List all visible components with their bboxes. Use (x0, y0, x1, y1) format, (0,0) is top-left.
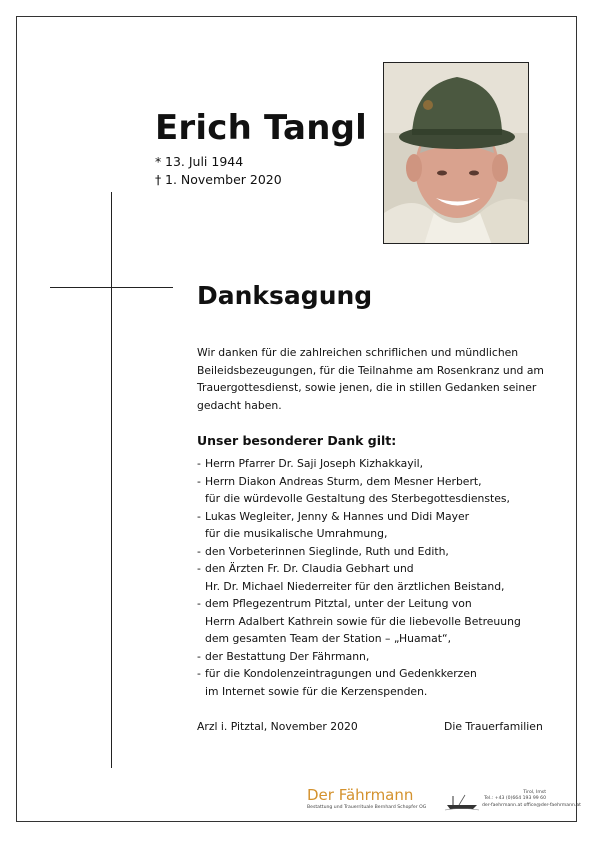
list-item: - den Ärzten Fr. Dr. Claudia Gebhart und Hr. Dr. Michael Niederreiter für den ärztlichen Beistand, (197, 560, 557, 595)
list-item-line: Lukas Wegleiter, Jenny & Hannes und Didi Mayer (205, 509, 470, 523)
portrait-photo (383, 62, 529, 244)
list-item-line: für die würdevolle Gestaltung des Sterbegottesdienstes, (205, 492, 510, 505)
life-dates (155, 153, 282, 189)
brand-tagline: Bestattung und Trauerrituale Bernhard Schopfer OG (307, 805, 427, 810)
thanks-heading: Danksagung (197, 281, 373, 310)
cross-horizontal-bar (50, 287, 173, 288)
list-item-line: dem gesamten Team der Station – „Huamat“, (205, 632, 452, 645)
intro-line: Beileidsbezeugungen, für die Teilnahme am Rosenkranz und am (197, 363, 544, 377)
funeral-home-logo (307, 786, 445, 810)
thanks-list (197, 455, 557, 700)
brand-name: Der Fährmann (307, 786, 414, 804)
contact-line: Tel.: +43 (0)664 193 99 60 (484, 796, 546, 802)
list-item-line: Herrn Adalbert Kathrein sowie für die liebevolle Betreuung (205, 614, 521, 628)
contact-line: Tirol, Imst (523, 790, 546, 795)
intro-line: gedacht haben. (197, 398, 282, 412)
place-and-date: Arzl i. Pitztal, November 2020 (197, 720, 358, 733)
list-item: - den Vorbeterinnen Sieglinde, Ruth und Edith, (197, 543, 557, 561)
list-item: - Herrn Pfarrer Dr. Saji Joseph Kizhakkayil, (197, 455, 557, 473)
birth-date-row (155, 153, 282, 171)
intro-line: Wir danken für die zahlreichen schriflichen und mündlichen (197, 346, 519, 359)
list-item-line: für die musikalische Umrahmung, (205, 527, 388, 540)
list-item-line: Herrn Pfarrer Dr. Saji Joseph Kizhakkayil, (205, 457, 424, 470)
signature: Die Trauerfamilien (444, 720, 543, 733)
special-thanks-heading: Unser besonderer Dank gilt: (197, 433, 397, 448)
list-item: - dem Pflegezentrum Pitztal, unter der Leitung von Herrn Adalbert Kathrein sowie für die liebevolle Betreuung dem gesamten Team der Station – „Huamat“, (197, 595, 557, 648)
birth-date: 13. Juli 1944 (165, 154, 244, 169)
list-item-line: den Vorbeterinnen Sieglinde, Ruth und Edith, (205, 544, 449, 558)
list-item-line: dem Pflegezentrum Pitztal, unter der Leitung von (205, 597, 472, 610)
death-cross-icon: † (155, 172, 162, 187)
intro-paragraph (197, 344, 547, 414)
list-item-line: für die Kondolenzeintragungen und Gedenkkerzen (205, 667, 477, 680)
list-item-line: im Internet sowie für die Kerzenspenden. (205, 684, 428, 698)
intro-line: Trauergottesdienst, sowie jenen, die in stillen Gedanken seiner (197, 381, 537, 394)
cross-vertical-bar (111, 192, 112, 768)
deceased-name: Erich Tangl (155, 108, 367, 148)
list-item-line: den Ärzten Fr. Dr. Claudia Gebhart und (205, 562, 414, 575)
contact-info (482, 790, 581, 809)
list-item-line: Herrn Diakon Andreas Sturm, dem Mesner Herbert, (205, 474, 482, 488)
ferry-boat-icon (445, 793, 479, 815)
list-item: - für die Kondolenzeintragungen und Gedenkkerzen im Internet sowie für die Kerzenspenden. (197, 665, 557, 700)
death-date: 1. November 2020 (165, 172, 282, 187)
list-item-line: Hr. Dr. Michael Niederreiter für den ärztlichen Beistand, (205, 579, 505, 593)
birth-symbol: * (155, 154, 162, 169)
list-item-line: der Bestattung Der Fährmann, (205, 649, 370, 663)
list-item: - Herrn Diakon Andreas Sturm, dem Mesner Herbert, für die würdevolle Gestaltung des Sterbegottesdienstes, (197, 473, 557, 508)
death-date-row (155, 171, 282, 189)
list-item: - Lukas Wegleiter, Jenny & Hannes und Didi Mayer für die musikalische Umrahmung, (197, 508, 557, 543)
list-item: - der Bestattung Der Fährmann, (197, 648, 557, 666)
contact-line: der-faehrmann.at office@der-faehrmann.at (482, 802, 581, 808)
